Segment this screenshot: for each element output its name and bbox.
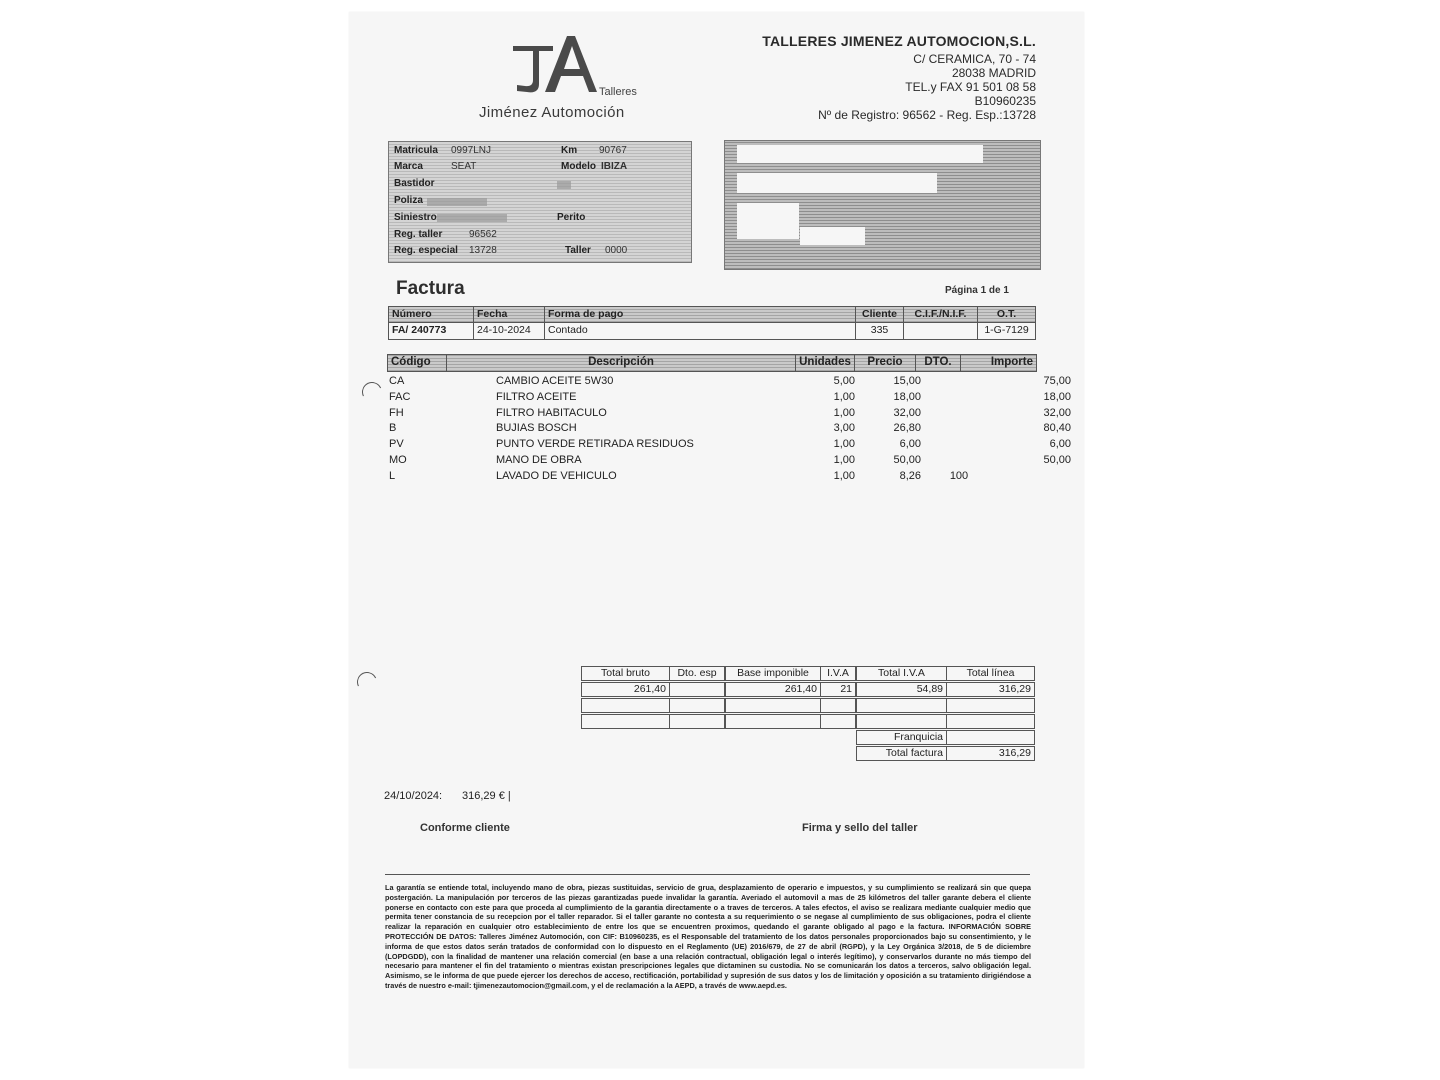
dto-esp-header: Dto. esp: [669, 666, 725, 681]
workshop-signature-label: Firma y sello del taller: [802, 822, 918, 834]
perito-label: Perito: [557, 212, 586, 223]
line-codigo: CA: [389, 375, 405, 387]
fecha-value: 24-10-2024: [473, 322, 545, 340]
forma-pago-value: Contado: [544, 322, 856, 340]
importe-header: Importe: [960, 354, 1037, 372]
total-factura-label: Total factura: [856, 746, 947, 761]
empty-cell: [946, 698, 1035, 713]
line-item: [389, 390, 1071, 407]
line-unidades: 3,00: [833, 422, 855, 435]
iva-header: I.V.A: [820, 666, 856, 681]
redaction: [437, 214, 507, 222]
total-factura-value: 316,29: [946, 746, 1035, 761]
line-codigo: B: [389, 422, 397, 435]
vehicle-box: [388, 141, 692, 263]
franquicia-label: Franquicia: [856, 730, 947, 745]
empty-cell: [946, 714, 1035, 729]
line-importe: 6,00: [1049, 438, 1071, 451]
line-descripcion: CAMBIO ACEITE 5W30: [496, 375, 614, 387]
payment-amount: 316,29 € |: [462, 790, 511, 802]
logo-name: Jiménez Automoción: [479, 104, 625, 121]
total-bruto-header: Total bruto: [581, 666, 670, 681]
redaction: [737, 203, 799, 239]
empty-cell: [725, 714, 821, 729]
company-logo: [509, 32, 605, 96]
legal-text: La garantía se entiende total, incluyendo mano de obra, piezas sustituidas, servicio de grua, desplazamiento de operario e impuestos, y su cumplimiento se realizará sin que quepa postergación. La manipulación por terceros de las piezas garantizadas puede invalidar la garantía. Averiado el automovil a mas de 25 kilómetros del taller garante debera el cliente ponerse en contacto con este para que proceda al cumplimiento de la garantia directamente o a traves de terceros. A tales efectos, el aviso se realizara mediante cualquier medio que permita tener constancia de su recepcion por el taller reparador. Si el taller garante no contesta a su requerimiento o se negase al cumplimiento de sus obligaciones, podra el cliente realizar la reparación en cualquier otro establecimiento de entre los que se encuentren proximos, quedando el garante obligado al pago e la factura. INFORMACIÓN SOBRE PROTECCIÓN DE DATOS: Talleres Jiménez Automoción, con CIF: B10960235, es el Responsable del tratamiento de los datos personales proporcionados bajo su consentimiento, y le informa de que estos datos serán tratados de conformidad con lo dispuesto en el Reglamento (UE) 2016/679, de 27 de abril (RGPD), y la Ley Orgánica 3/2018, de 5 de diciembre (LOPDGDD), con la finalidad de mantener una relación comercial (en base a una relación contractual, obligación legal o interés legítimo), y conservarlos durante no más tiempo del necesario para mantener el fin del tratamiento o mientras existan prescripciones legales que dictaminen su custodia. No se comunicarán los datos a terceros, salvo obligación legal. Asimismo, se le informa de que puede ejercer los derechos de acceso, rectificación, portabilidad y supresión de sus datos y los de limitación y oposición a su tratamiento dirigiéndose a través de nuestro e-mail: tjimenezautomocion@gmail.com, y el de reclamación a la AEPD, a través de www.aepd.es.: [385, 883, 1031, 990]
company-name: TALLERES JIMENEZ AUTOMOCION,S.L.: [762, 33, 1036, 49]
line-item: [389, 470, 1029, 486]
line-codigo: FH: [389, 406, 404, 419]
empty-cell: [820, 698, 856, 713]
total-iva-value: 54,89: [856, 682, 947, 697]
line-precio: 50,00: [893, 454, 921, 466]
line-unidades: 1,00: [833, 438, 855, 451]
poliza-label: Poliza: [394, 195, 423, 206]
line-precio: 8,26: [899, 469, 921, 482]
total-linea-header: Total línea: [946, 666, 1035, 681]
line-precio: 26,80: [893, 422, 921, 435]
franquicia-value: [946, 730, 1035, 745]
empty-cell: [725, 698, 821, 713]
modelo-value: IBIZA: [601, 161, 628, 172]
line-dto: 100: [949, 469, 969, 482]
reg-taller-value: 96562: [469, 229, 497, 240]
line-codigo: FAC: [389, 390, 411, 403]
empty-cell: [856, 714, 947, 729]
client-signature-label: Conforme cliente: [420, 822, 510, 834]
company-info: [762, 34, 1036, 122]
line-precio: 32,00: [893, 406, 921, 419]
km-label: Km: [561, 145, 578, 156]
line-importe: 80,40: [1043, 422, 1071, 435]
empty-cell: [856, 698, 947, 713]
taller-label: Taller: [565, 245, 591, 256]
line-precio: 15,00: [893, 375, 921, 387]
empty-cell: [820, 714, 856, 729]
unidades-header: Unidades: [795, 354, 855, 372]
empty-cell: [581, 714, 670, 729]
base-imponible-header: Base imponible: [725, 666, 821, 681]
total-bruto-value: 261,40: [581, 682, 670, 697]
cliente-value: 335: [855, 322, 904, 340]
line-descripcion: BUJIAS BOSCH: [496, 422, 577, 435]
matricula-value: 0997LNJ: [451, 145, 492, 156]
divider: [385, 874, 1030, 875]
marca-value: SEAT: [451, 161, 477, 172]
base-imponible-value: 261,40: [725, 682, 821, 697]
company-cif: B10960235: [974, 94, 1036, 108]
line-codigo: PV: [389, 438, 404, 451]
cif-value: [903, 322, 978, 340]
siniestro-label: Siniestro: [394, 212, 437, 223]
redaction: [737, 145, 983, 163]
redaction: [427, 198, 487, 206]
line-item: [389, 406, 1071, 423]
line-descripcion: PUNTO VERDE RETIRADA RESIDUOS: [496, 438, 694, 451]
taller-value: 0000: [605, 245, 628, 256]
empty-cell: [669, 714, 725, 729]
cliente-header: Cliente: [855, 306, 904, 323]
line-item: [389, 375, 1071, 391]
redaction: [800, 227, 865, 245]
line-importe: 32,00: [1043, 406, 1071, 419]
redaction: [737, 173, 937, 193]
total-linea-value: 316,29: [946, 682, 1035, 697]
descripcion-header: Descripción: [446, 354, 796, 372]
redaction: [557, 181, 571, 189]
reg-especial-label: Reg. especial: [394, 245, 458, 256]
line-unidades: 1,00: [833, 406, 855, 419]
dto-esp-value: [669, 682, 725, 697]
line-item: [389, 422, 1071, 438]
line-unidades: 1,00: [833, 454, 855, 466]
empty-cell: [581, 698, 670, 713]
line-importe: 75,00: [1043, 375, 1071, 387]
company-registry: Nº de Registro: 96562 - Reg. Esp.:13728: [818, 108, 1036, 122]
company-city: 28038 MADRID: [951, 66, 1036, 80]
line-importe: 18,00: [1043, 390, 1071, 403]
line-item: [389, 438, 1071, 454]
line-unidades: 5,00: [833, 375, 855, 387]
company-address: C/ CERAMICA, 70 - 74: [913, 52, 1036, 66]
ot-value: 1-G-7129: [977, 322, 1036, 340]
payment-date: 24/10/2024:: [384, 790, 443, 802]
line-codigo: MO: [389, 454, 407, 466]
reg-especial-value: 13728: [469, 245, 497, 256]
line-descripcion: LAVADO DE VEHICULO: [496, 469, 617, 482]
client-box: [724, 140, 1041, 270]
dto-header: DTO.: [915, 354, 961, 372]
line-descripcion: MANO DE OBRA: [496, 454, 582, 466]
line-descripcion: FILTRO ACEITE: [496, 390, 577, 403]
numero-value: FA/ 240773: [388, 322, 474, 340]
line-precio: 18,00: [893, 390, 921, 403]
cif-header: C.I.F./N.I.F.: [903, 306, 978, 323]
line-codigo: L: [389, 469, 396, 482]
line-item: [389, 454, 1071, 470]
line-descripcion: FILTRO HABITACULO: [496, 406, 607, 419]
km-value: 90767: [599, 145, 627, 156]
invoice-page: [349, 12, 1084, 1068]
company-phone: TEL.y FAX 91 501 08 58: [905, 80, 1036, 94]
precio-header: Precio: [854, 354, 916, 372]
numero-header: Número: [388, 306, 474, 323]
line-unidades: 1,00: [833, 390, 855, 403]
line-importe: 50,00: [1043, 454, 1071, 466]
forma-pago-header: Forma de pago: [544, 306, 856, 323]
marca-label: Marca: [394, 161, 423, 172]
bastidor-label: Bastidor: [394, 178, 435, 189]
logo-subtitle: Talleres: [599, 86, 637, 98]
fecha-header: Fecha: [473, 306, 545, 323]
iva-value: 21: [820, 682, 856, 697]
reg-taller-label: Reg. taller: [394, 229, 443, 240]
page-number: Página 1 de 1: [945, 285, 1009, 296]
line-unidades: 1,00: [833, 469, 855, 482]
total-iva-header: Total I.V.A: [856, 666, 947, 681]
line-precio: 6,00: [899, 438, 921, 451]
empty-cell: [669, 698, 725, 713]
matricula-label: Matricula: [394, 145, 438, 156]
modelo-label: Modelo: [561, 161, 596, 172]
invoice-title: Factura: [396, 278, 465, 299]
codigo-header: Código: [387, 354, 447, 372]
ot-header: O.T.: [977, 306, 1036, 323]
